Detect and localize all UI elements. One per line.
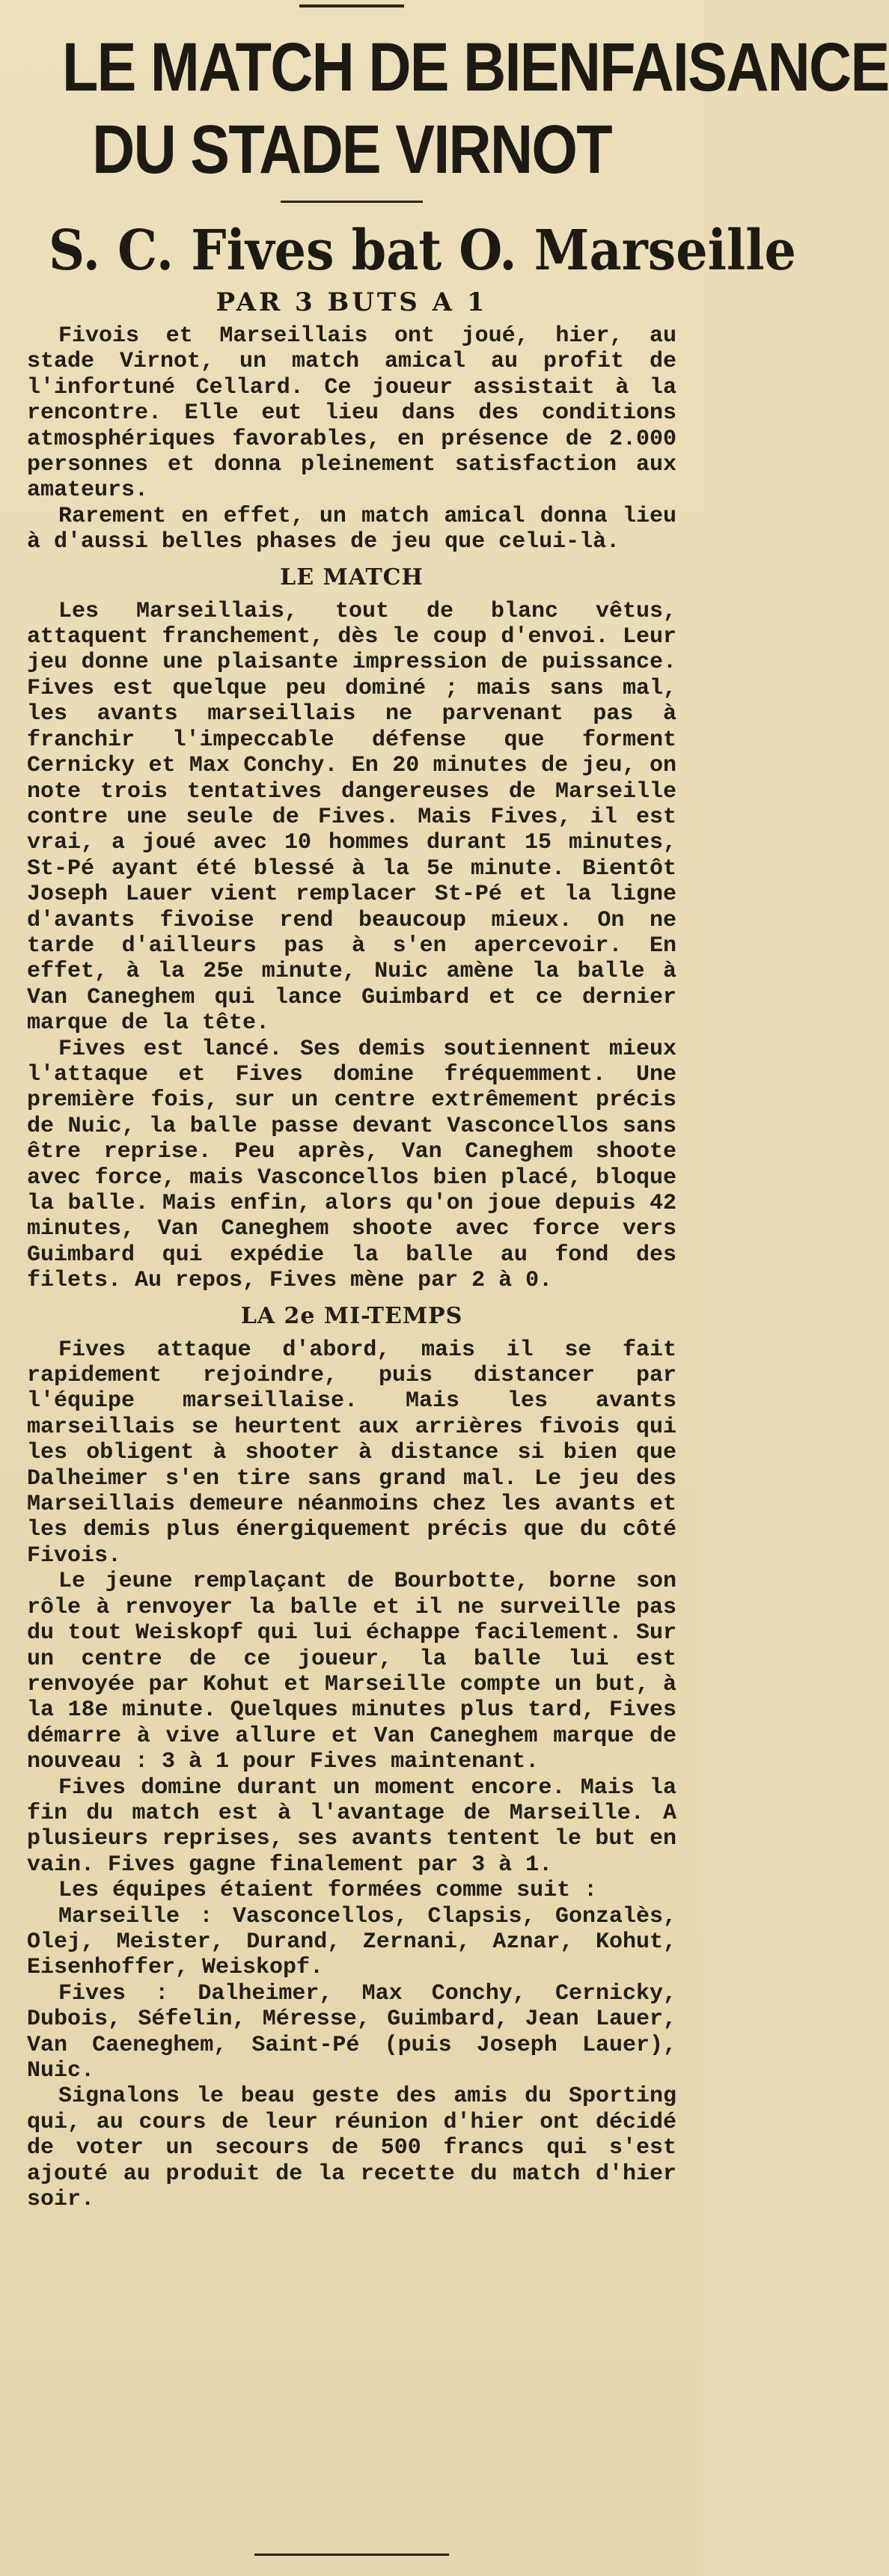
fives-lineup: Fives : Dalheimer, Max Conchy, Cernicky, Dubois, Séfelin, Méresse, Guimbard, Jean Lauer, Van Caeneghem, Saint-Pé (puis Joseph Lauer), Nuic. [27, 1980, 676, 2084]
headline-line-2: DU STADE VIRNOT [92, 112, 611, 188]
section-title-le-match: LE MATCH [280, 564, 424, 590]
teams-intro-paragraph: Les équipes étaient formées comme suit : [58, 1878, 598, 1904]
bottom-rule [254, 2554, 449, 2556]
second-half-paragraph: Le jeune remplaçant de Bourbotte, borne son rôle à renvoyer la balle et il ne surveille pas du tout Weiskopf qui lui échappe facilement. Sur un centre de ce joueur, la balle lui est renvoyée par Kohut et Marseille compte un but, à la 18e minute. Quelques minutes plus tard, Fives démarre à vive allure et Van Caneghem marque de nouveau : 3 à 1 pour Fives maintenant. [27, 1569, 676, 1775]
intro-paragraph: Rarement en effet, un match amical donna lieu à d'aussi belles phases de jeu que celui-là. [27, 503, 676, 555]
marseille-lineup: Marseille : Vasconcellos, Clapsis, Gonzalès, Olej, Meister, Durand, Zernani, Aznar, Kohut, Eisenhoffer, Weiskopf. [27, 1903, 676, 1981]
headline-divider [281, 201, 423, 203]
subheadline: S. C. Fives bat O. Marseille [49, 219, 796, 283]
top-rule [299, 4, 404, 7]
headline-line-1: LE MATCH DE BIENFAISANCE [62, 29, 889, 106]
match-paragraph: Les Marseillais, tout de blanc vêtus, attaquent franchement, dès le coup d'envoi. Leur jeu donne une plaisante impression de puissance. Fives est quelque peu dominé ; mais sans mal, les avants marseillais ne parvenant pas à franchir l'impeccable défense que forment Cernicky et Max Conchy. En 20 minutes de jeu, on note trois tentatives dangereuses de Marseille contre une seule de Fives. Mais Fives, il est vrai, a joué avec 10 hommes durant 15 minutes, St-Pé ayant été blessé à la 5e minute. Bientôt Joseph Lauer vient remplacer St-Pé et la ligne d'avants fivoise rend beaucoup mieux. On ne tarde d'ailleurs pas à s'en apercevoir. En effet, à la 25e minute, Nuic amène la balle à Van Caneghem qui lance Guimbard et ce dernier marque de la tête. [27, 598, 676, 1037]
closing-paragraph: Signalons le beau geste des amis du Sporting qui, au cours de leur réunion d'hier ont décidé de voter un secours de 500 francs qui s'est ajouté au produit de la recette du match d'hier soir. [27, 2084, 676, 2213]
match-paragraph: Fives est lancé. Ses demis soutiennent mieux l'attaque et Fives domine fréquemment. Une première fois, sur un centre extrêmement précis de Nuic, la balle passe devant Vasconcellos sans être reprise. Peu après, Van Caneghem shoote avec force, mais Vasconcellos bien placé, bloque la balle. Mais enfin, alors qu'on joue depuis 42 minutes, Van Caneghem shoote avec force vers Guimbard qui expédie la balle au fond des filets. Au repos, Fives mène par 2 à 0. [27, 1036, 676, 1294]
article-body [27, 323, 676, 2212]
section-title-second-half: LA 2e MI-TEMPS [240, 1302, 463, 1329]
second-half-paragraph: Fives attaque d'abord, mais il se fait rapidement rejoindre, puis distancer par l'équipe marseillaise. Mais les avants marseillais se heurtent aux arrières fivois qui les obligent à shooter à distance si bien que Dalheimer s'en tire sans grand mal. Le jeu des Marseillais demeure néanmoins chez les avants et les demis plus énergiquement précis que du côté Fivois. [27, 1337, 676, 1569]
second-half-paragraph: Fives domine durant un moment encore. Mais la fin du match est à l'avantage de Marseille. A plusieurs reprises, ses avants tentent le but en vain. Fives gagne finalement par 3 à 1. [27, 1774, 676, 1878]
intro-paragraph: Fivois et Marseillais ont joué, hier, au stade Virnot, un match amical au profit de l'infortuné Cellard. Ce joueur assistait à la rencontre. Elle eut lieu dans des conditions atmosphériques favorables, en présence de 2.000 personnes et donna pleinement satisfaction aux amateurs. [27, 323, 676, 504]
score-kicker: PAR 3 BUTS A 1 [216, 287, 488, 317]
